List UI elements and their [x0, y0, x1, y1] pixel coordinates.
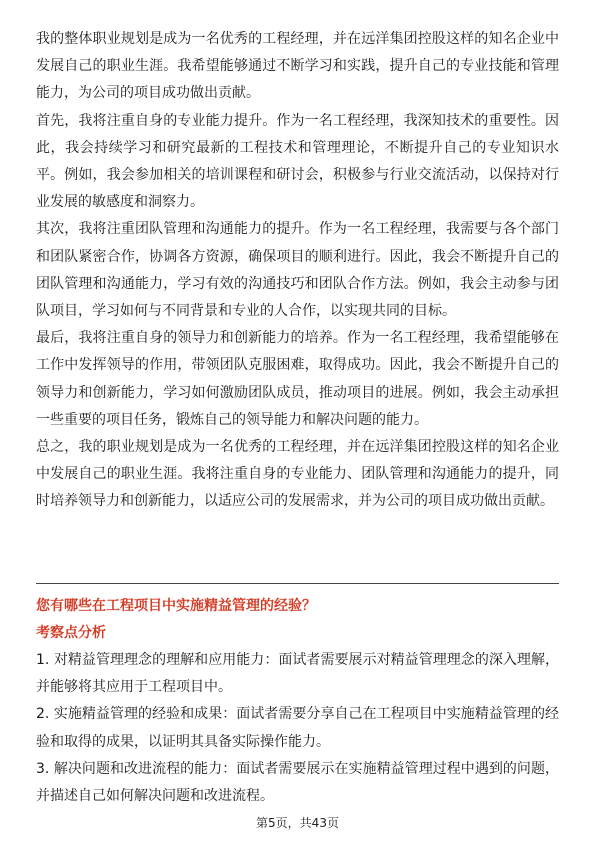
- page-number: 第5页，共43页: [256, 816, 339, 830]
- question-title: 您有哪些在工程项目中实施精益管理的经验？: [36, 598, 316, 614]
- paragraph-intro: 我的整体职业规划是成为一名优秀的工程经理，并在远洋集团控股这样的知名企业中发展自己的职业生涯。我希望能够通过不断学习和实践，提升自己的专业技能和管理能力，为公司的项目成功做出贡献。: [36, 31, 559, 102]
- question-section: [36, 593, 559, 810]
- paragraph-summary: 总之，我的职业规划是成为一名优秀的工程经理，并在远洋集团控股这样的知名企业中发展自己的职业生涯。我将注重自身的专业能力、团队管理和沟通能力的提升，同时培养领导力和创新能力，以适应公司的发展需求，并为公司的项目成功做出贡献。: [36, 439, 559, 510]
- analysis-item: 3. 解决问题和改进流程的能力：面试者需要展示在实施精益管理过程中遇到的问题，并描述自己如何解决问题和改进流程。: [36, 760, 559, 805]
- paragraph-second: 其次，我将注重团队管理和沟通能力的提升。作为一名工程经理，我需要与各个部门和团队紧密合作，协调各方资源，确保项目的顺利进行。因此，我会不断提升自己的团队管理和沟通能力，学习有效的沟通技巧和团队合作方法。例如，我会主动参与团队项目，学习如何与不同背景和专业的人合作，以实现共同的目标。: [36, 221, 559, 320]
- section-divider: [36, 583, 559, 584]
- analysis-item: 2. 实施精益管理的经验和成果：面试者需要分享自己在工程项目中实施精益管理的经验和取得的成果，以证明其具备实际操作能力。: [36, 706, 559, 750]
- analysis-item: 1. 对精益管理理念的理解和应用能力：面试者需要展示对精益管理理念的深入理解，并能够将其应用于工程项目中。: [36, 652, 559, 696]
- analysis-heading: 考察点分析: [36, 625, 106, 641]
- answer-body: [36, 26, 559, 516]
- paragraph-first: 首先，我将注重自身的专业能力提升。作为一名工程经理，我深知技术的重要性。因此，我会持续学习和研究最新的工程技术和管理理论，不断提升自己的专业知识水平。例如，我会参加相关的培训课程和研讨会，积极参与行业交流活动，以保持对行业发展的敏感度和洞察力。: [36, 112, 559, 211]
- paragraph-last: 最后，我将注重自身的领导力和创新能力的培养。作为一名工程经理，我希望能够在工作中发挥领导的作用，带领团队克服困难，取得成功。因此，我会不断提升自己的领导力和创新能力，学习如何激励团队成员，推动项目的进展。例如，我会主动承担一些重要的项目任务，锻炼自己的领导能力和解决问题的能力。: [36, 330, 559, 428]
